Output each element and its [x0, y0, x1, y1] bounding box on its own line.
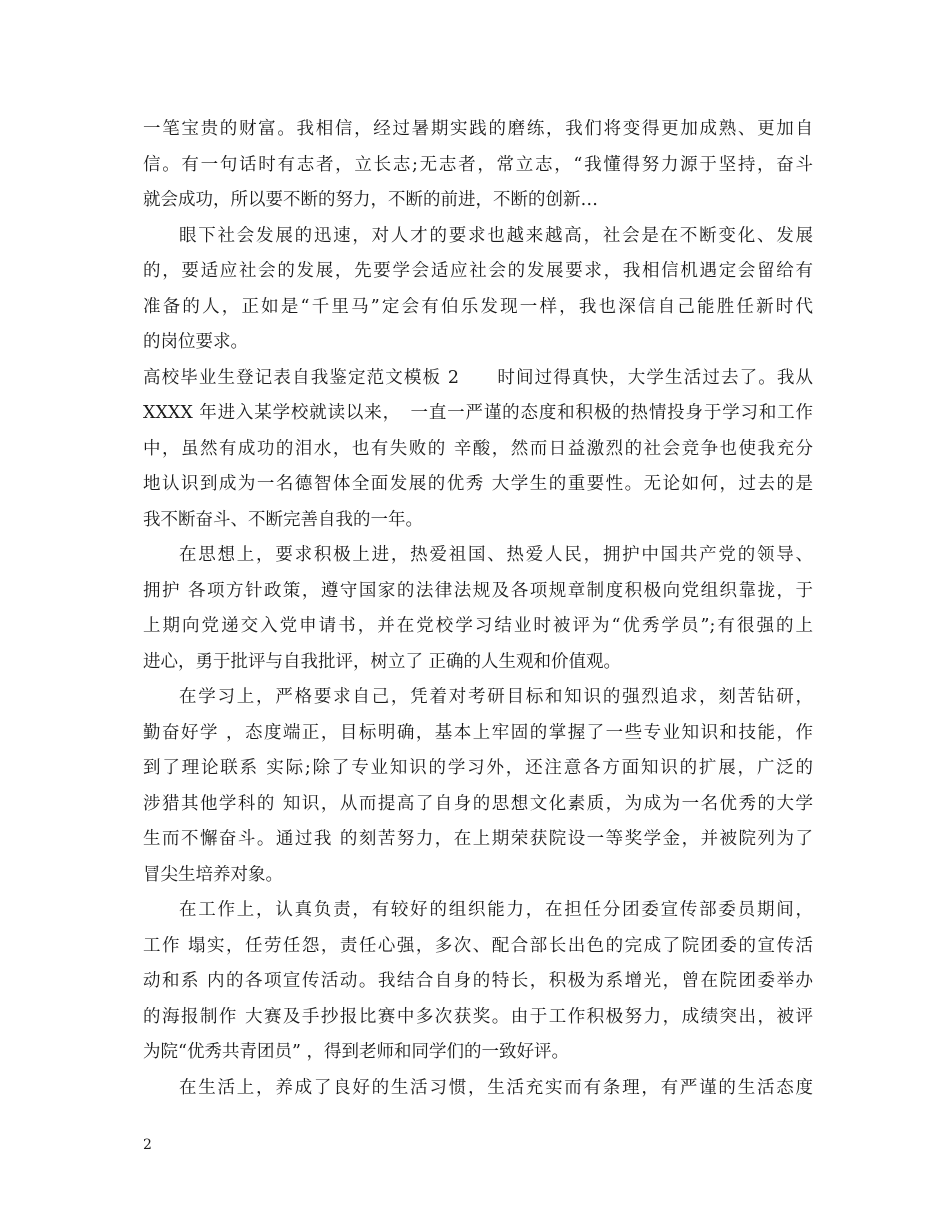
text-line: 我不断奋斗、不断完善自我的一年。 — [143, 509, 423, 530]
text-line: 动和系 内的各项宣传活动。我结合自身的特长，积极为系增光，曾在院团委举办 — [143, 971, 813, 991]
text-line: 生而不懈奋斗。通过我 的刻苦努力，在上期荣获院设一等奖学金，并被院列为了 — [143, 829, 813, 849]
text-line: 高校毕业生登记表自我鉴定范文模板 2 时间过得真快，大学生活过去了。我从 — [143, 367, 813, 388]
text-line: 信。有一句话时有志者，立长志;无志者，常立志，“我懂得努力源于坚持，奋斗 — [143, 154, 813, 175]
text-line: 为院“优秀共青团员” ，得到老师和同学们的一致好评。 — [143, 1042, 569, 1062]
text-line: 就会成功，所以要不断的努力，不断的前进，不断的创新… — [143, 190, 598, 210]
page-number: 2 — [143, 1137, 152, 1153]
text-line: 在学习上，严格要求自己，凭着对考研目标和知识的强烈追求，刻苦钻研， — [179, 687, 813, 707]
text-line: XXXX 年进入某学校就读以来， 一直一严谨的态度和积极的热情投身于学习和工作 — [143, 403, 813, 423]
text-line: 到了理论联系 实际;除了专业知识的学习外，还注意各方面知识的扩展，广泛的 — [143, 758, 813, 778]
body-text — [143, 112, 813, 1106]
text-line: 的海报制作 大赛及手抄报比赛中多次获奖。由于工作积极努力，成绩突出，被评 — [143, 1006, 813, 1027]
text-line: 的岗位要求。 — [143, 332, 248, 352]
text-line: 进心，勇于批评与自我批评，树立了 正确的人生观和价值观。 — [143, 651, 622, 672]
text-line: 准备的人，正如是“千里马”定会有伯乐发现一样，我也深信自己能胜任新时代 — [143, 296, 813, 317]
text-line: 工作 塌实，任劳任怨，责任心强，多次、配合部长出色的完成了院团委的宣传活 — [143, 935, 813, 956]
text-line: 一笔宝贵的财富。我相信，经过暑期实践的磨练，我们将变得更加成熟、更加自 — [143, 119, 813, 139]
text-line: 的，要适应社会的发展，先要学会适应社会的发展要求，我相信机遇定会留给有 — [143, 261, 813, 281]
text-line: 地认识到成为一名德智体全面发展的优秀 大学生的重要性。无论如何，过去的是 — [143, 474, 813, 494]
text-line: 冒尖生培养对象。 — [143, 864, 283, 885]
text-line: 眼下社会发展的迅速，对人才的要求也越来越高，社会是在不断变化、发展 — [179, 225, 813, 246]
text-line: 涉猎其他学科的 知识，从而提高了自身的思想文化素质，为成为一名优秀的大学 — [143, 793, 813, 814]
text-line: 在工作上，认真负责，有较好的组织能力，在担任分团委宣传部委员期间， — [179, 900, 813, 920]
text-line: 在生活上，养成了良好的生活习惯，生活充实而有条理，有严谨的生活态度 — [179, 1077, 813, 1098]
text-line: 在思想上，要求积极上进，热爱祖国、热爱人民，拥护中国共产党的领导、 — [179, 545, 813, 565]
text-line: 勤奋好学 ，态度端正，目标明确，基本上牢固的掌握了一些专业知识和技能，作 — [143, 722, 813, 743]
text-line: 中，虽然有成功的泪水，也有失败的 辛酸，然而日益激烈的社会竞争也使我充分 — [143, 438, 813, 459]
text-line: 上期向党递交入党申请书，并在党校学习结业时被评为“优秀学员”;有很强的上 — [143, 616, 813, 636]
text-line: 拥护 各项方针政策，遵守国家的法律法规及各项规章制度积极向党组织靠拢，于 — [143, 580, 813, 601]
